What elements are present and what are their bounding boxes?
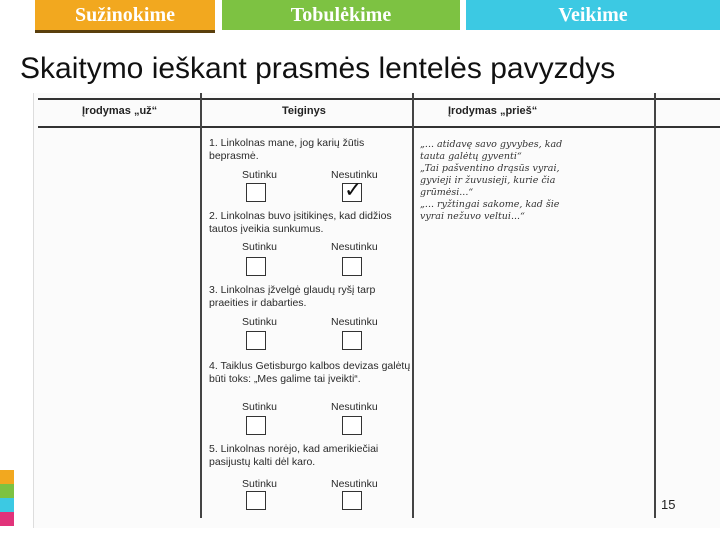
agree-checkbox-4[interactable] — [246, 416, 266, 435]
agree-checkbox-5[interactable] — [246, 491, 266, 510]
color-stripe-orange — [0, 470, 14, 484]
disagree-checkbox-1[interactable] — [342, 178, 363, 203]
agree-checkbox-2[interactable] — [246, 257, 266, 276]
worksheet-scan — [33, 93, 720, 528]
against-quote-2: „Tai pašventino drąsūs vyrai, gyvieji ir žuvusieji, kurie čia grūmėsi...“ — [420, 163, 560, 198]
color-stripe-cyan — [0, 498, 14, 512]
column-header-against: Įrodymas „prieš“ — [448, 105, 538, 117]
tab-tobulekime[interactable]: Tobulėkime — [222, 0, 460, 30]
table-top-rule — [38, 98, 720, 100]
active-tab-indicator — [35, 30, 215, 33]
disagree-checkbox-2[interactable] — [342, 257, 362, 276]
column-divider-3 — [654, 93, 656, 518]
slide-number: 15 — [661, 497, 676, 512]
statement-2: 2. Linkolnas buvo įsitikinęs, kad didžios tautos įveikia sunkumus. — [209, 210, 392, 235]
disagree-label: Nesutinku — [331, 316, 378, 328]
page-title: Skaitymo ieškant prasmės lentelės pavyzdys — [20, 52, 616, 85]
agree-label: Sutinku — [242, 401, 278, 413]
disagree-label: Nesutinku — [331, 401, 378, 413]
agree-label: Sutinku — [242, 316, 278, 328]
disagree-checkbox-3[interactable] — [342, 331, 362, 350]
disagree-label: Nesutinku — [331, 169, 378, 181]
tab-veikime[interactable]: Veikime — [466, 0, 720, 30]
agree-label: Sutinku — [242, 241, 278, 253]
against-quote-1: „... atidavę savo gyvybes, kad tauta galėtų gyventi“ — [420, 139, 563, 162]
color-stripe-pink — [0, 512, 14, 526]
against-quote-3: „... ryžtingai sakome, kad šie vyrai nežuvo veltui...“ — [420, 199, 560, 222]
agree-checkbox-1[interactable] — [246, 183, 266, 202]
disagree-checkbox-4[interactable] — [342, 416, 362, 435]
statement-5: 5. Linkolnas norėjo, kad amerikiečiai pasijustų kalti dėl karo. — [209, 443, 379, 468]
column-header-statement: Teiginys — [282, 105, 326, 117]
statement-1: 1. Linkolnas mane, jog karių žūtis beprasmė. — [209, 137, 365, 162]
column-divider-1 — [200, 93, 202, 518]
color-stripe-green — [0, 484, 14, 498]
agree-label: Sutinku — [242, 478, 278, 490]
check-mark-icon: ✓ — [344, 178, 363, 203]
statement-4: 4. Taiklus Getisburgo kalbos devizas galėtų būti toks: „Mes galime tai įveikti“. — [209, 360, 411, 385]
column-header-for: Įrodymas „už“ — [82, 105, 158, 117]
agree-label: Sutinku — [242, 169, 278, 181]
disagree-label: Nesutinku — [331, 478, 378, 490]
tab-suzinokime[interactable]: Sužinokime — [35, 0, 215, 30]
disagree-label: Nesutinku — [331, 241, 378, 253]
header-rule — [38, 126, 720, 128]
agree-checkbox-3[interactable] — [246, 331, 266, 350]
statement-3: 3. Linkolnas įžvelgė glaudų ryšį tarp praeities ir dabarties. — [209, 284, 376, 309]
disagree-checkbox-5[interactable] — [342, 491, 362, 510]
